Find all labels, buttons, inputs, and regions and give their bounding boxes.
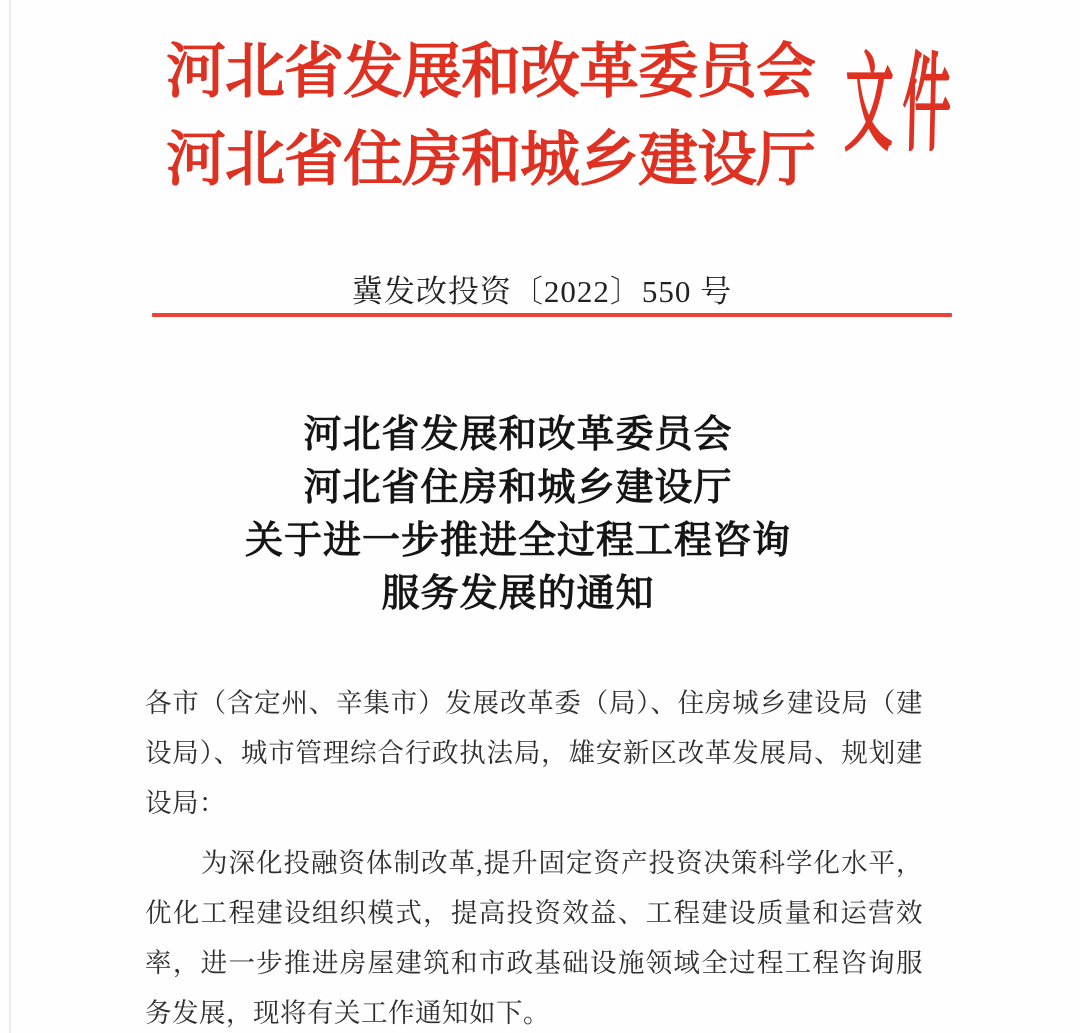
title-line-4: 服务发展的通知 [381,573,655,615]
document-title [0,409,1036,621]
paragraph-line-1: 为深化投融资体制改革,提升固定资产投资决策科学化水平， [201,848,923,878]
salutation-line-2: 设局）、城市管理综合行政执法局，雄安新区改革发展局、规划建 [145,738,923,768]
paragraph-line-4: 务发展，现将有关工作通知如下。 [145,998,550,1028]
paragraph-line-3: 率，进一步推进房屋建筑和市政基础设施领域全过程工程咨询服 [145,948,923,978]
salutation-line-3: 设局： [145,788,226,818]
org-name-line-1: 河北省发展和改革委员会 [166,39,815,105]
document-reference-number: 冀发改投资〔2022〕550 号 [351,274,733,309]
document-body [145,678,923,1033]
title-line-2: 河北省住房和城乡建设厅 [303,467,733,509]
issuing-organizations [166,28,815,204]
title-line-3: 关于进一步推进全过程工程咨询 [244,520,791,562]
title-line-1: 河北省发展和改革委员会 [303,414,733,456]
salutation-line-1: 各市（含定州、辛集市）发展改革委（局）、住房城乡建设局（建 [145,688,923,718]
paragraph-line-2: 优化工程建设组织模式，提高投资效益、工程建设质量和运营效 [145,898,923,928]
red-divider-rule [152,313,952,317]
org-name-line-2: 河北省住房和城乡建设厅 [166,127,815,193]
document-word-label: 文件 [843,46,962,165]
